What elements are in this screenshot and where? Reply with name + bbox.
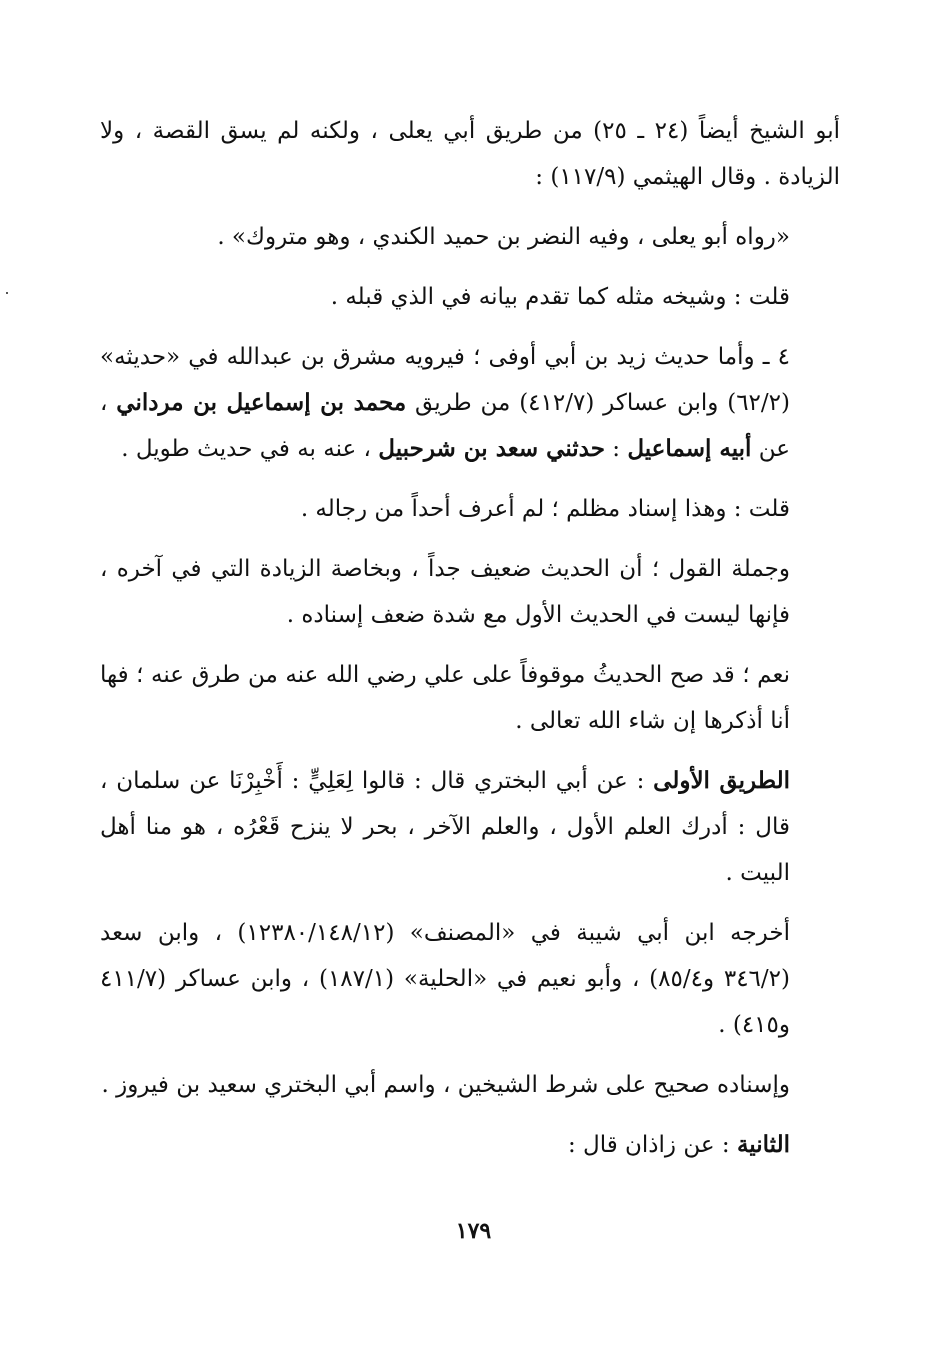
bold-text: الطريق الأولى [653, 767, 791, 794]
paragraph-7 [100, 652, 840, 744]
page-number: ١٧٩ [455, 1218, 492, 1244]
paragraph-6 [100, 546, 840, 638]
paragraph-10 [100, 1062, 840, 1108]
paragraph-5 [100, 486, 840, 532]
text-segment: : عن أبي البختري قال : قالوا لِعَلِيٍّ : أَخْبِرْنَا عن سلمان ، قال : أدرك العلم الأول ، والعلم الآخر ، بحر لا ينزح قَعْرُه ، هو منا أهل البيت . [100, 768, 790, 886]
scan-speck [6, 292, 8, 294]
paragraph-2 [100, 214, 840, 260]
paragraph-3 [100, 274, 840, 320]
bold-text: أبيه إسماعيل [627, 435, 752, 462]
paragraph-11 [100, 1122, 840, 1168]
text-segment: «رواه أبو يعلى ، وفيه النضر بن حميد الكندي ، وهو متروك» . [217, 224, 790, 250]
text-segment: : [604, 436, 628, 462]
text-segment: أخرجه ابن أبي شيبة في «المصنف» (١٢٣٨٠/١٤٨/١٢) ، وابن سعد (٣٤٦/٢ و٨٥/٤) ، وأبو نعيم في «الحلية» (١٨٧/١) ، وابن عساكر (٤١١/٧ و٤١٥) . [100, 920, 790, 1038]
text-segment: قلت : وشيخه مثله كما تقدم بيانه في الذي قبله . [330, 284, 790, 310]
paragraph-4 [100, 334, 840, 472]
text-column [100, 108, 840, 1168]
bold-text: الثانية [736, 1131, 790, 1158]
text-segment: قلت : وهذا إسناد مظلم ؛ لم أعرف أحداً من رجاله . [300, 496, 790, 522]
text-segment: وإسناده صحيح على شرط الشيخين ، واسم أبي البختري سعيد بن فيروز . [101, 1072, 790, 1098]
paragraph-8 [100, 758, 840, 896]
text-segment: : عن زاذان قال : [567, 1132, 737, 1158]
text-segment: وجملة القول ؛ أن الحديث ضعيف جداً ، وبخاصة الزيادة التي في آخره ، فإنها ليست في الحديث الأول مع شدة ضعف إسناده . [100, 556, 790, 628]
text-segment: ، عن [100, 390, 790, 462]
text-segment: نعم ؛ قد صح الحديثُ موقوفاً على علي رضي الله عنه من طرق عنه ؛ فها أنا أذكرها إن شاء الله تعالى . [100, 662, 790, 734]
text-segment: أبو الشيخ أيضاً (٢٤ ـ ٢٥) من طريق أبي يعلى ، ولكنه لم يسق القصة ، ولا الزيادة . وقال الهيثمي (١١٧/٩) : [100, 118, 840, 190]
bold-text: حدثني سعد بن شرحبيل [378, 435, 605, 462]
text-segment: ، عنه به في حديث طويل . [121, 436, 379, 462]
paragraph-9 [100, 910, 840, 1048]
bold-text: محمد بن إسماعيل بن مرداني [116, 389, 407, 416]
paragraph-1 [100, 108, 840, 200]
page-body [100, 108, 840, 1182]
text-segment: ٤ ـ وأما حديث زيد بن أبي أوفى ؛ فيرويه مشرق بن عبدالله في «حديثه» (٦٢/٢) وابن عساكر (٤١٢/٧) من طريق [100, 344, 790, 416]
